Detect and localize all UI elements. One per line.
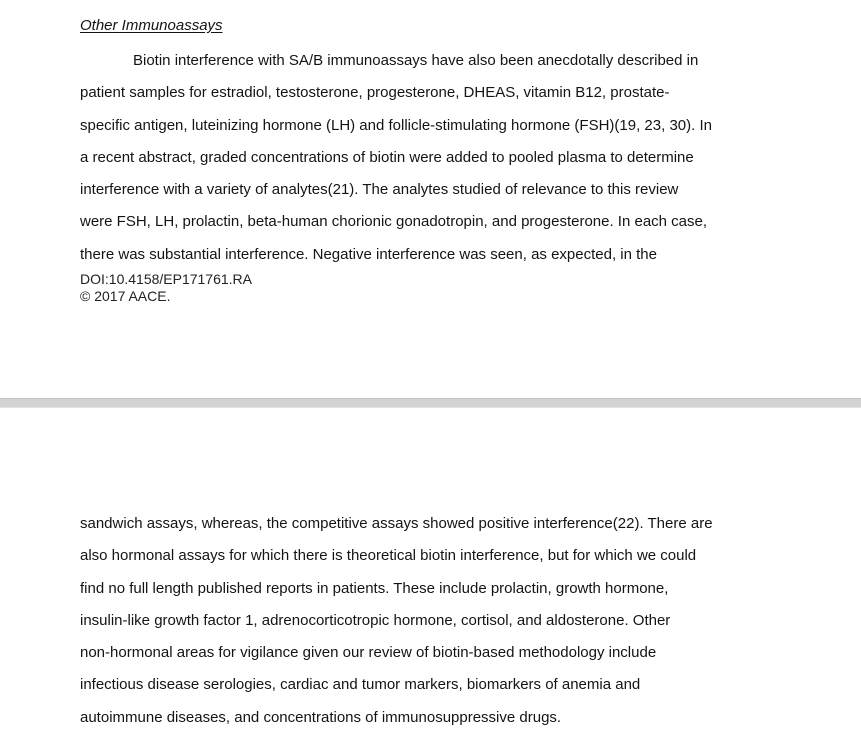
paragraph-continuation: [80, 508, 713, 734]
section-heading: Other Immunoassays: [80, 17, 223, 34]
text-line: also hormonal assays for which there is theoretical biotin interference, but for which we could: [80, 547, 697, 565]
copyright-text: © 2017 AACE.: [80, 288, 171, 304]
page-footer: [80, 271, 252, 305]
paragraph-biotin-interference: [80, 45, 712, 271]
text-line: specific antigen, luteinizing hormone (LH) and follicle-stimulating hormone (FSH)(19, 23, 30). In: [80, 116, 712, 134]
doi-text: DOI:10.4158/EP171761.RA: [80, 271, 253, 287]
text-line: sandwich assays, whereas, the competitive assays showed positive interference(22). There are: [80, 515, 713, 532]
text-line: autoimmune diseases, and concentrations of immunosuppressive drugs.: [80, 708, 562, 726]
text-line: patient samples for estradiol, testosterone, progesterone, DHEAS, vitamin B12, prostate-: [80, 84, 670, 102]
document-page-2: [0, 408, 861, 746]
text-line: were FSH, LH, prolactin, beta-human chorionic gonadotropin, and progesterone. In each case,: [80, 213, 708, 231]
text-line: infectious disease serologies, cardiac and tumor markers, biomarkers of anemia and: [80, 676, 641, 694]
text-line: insulin-like growth factor 1, adrenocorticotropic hormone, cortisol, and aldosterone. Other: [80, 611, 671, 629]
text-line: there was substantial interference. Negative interference was seen, as expected, in the: [80, 245, 657, 263]
text-line: find no full length published reports in patients. These include prolactin, growth hormone,: [80, 579, 669, 597]
text-line: non-hormonal areas for vigilance given our review of biotin-based methodology include: [80, 644, 657, 662]
text-line: a recent abstract, graded concentrations of biotin were added to pooled plasma to determine: [80, 148, 694, 166]
text-line: Biotin interference with SA/B immunoassays have also been anecdotally described in: [133, 52, 699, 69]
page-break-separator: [0, 398, 861, 408]
text-line: interference with a variety of analytes(21). The analytes studied of relevance to this review: [80, 181, 679, 199]
